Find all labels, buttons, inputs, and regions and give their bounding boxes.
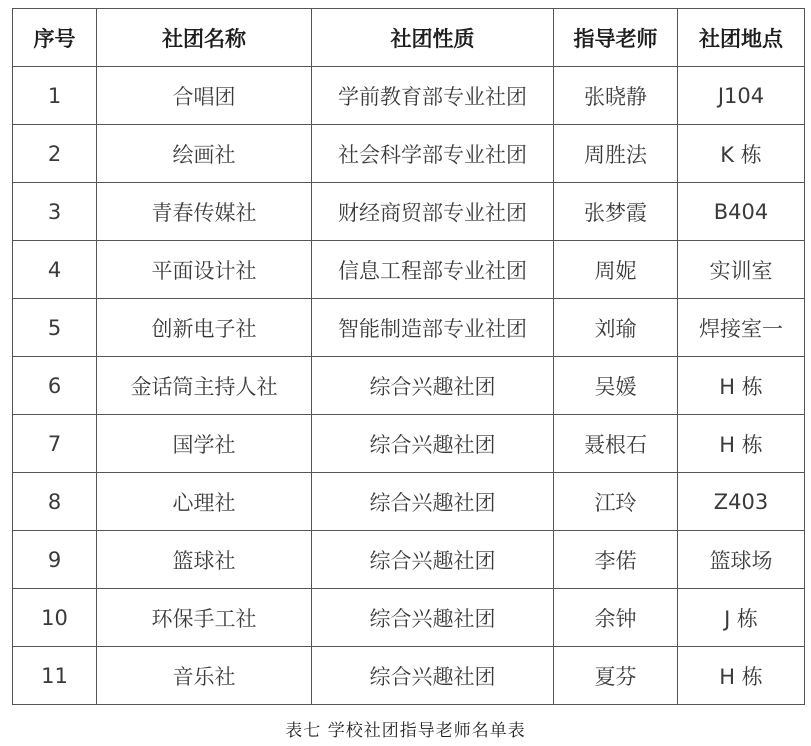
cell-advisor: 江玲 — [554, 473, 678, 531]
cell-index: 8 — [13, 473, 97, 531]
cell-index: 3 — [13, 183, 97, 241]
table-row — [13, 183, 805, 241]
cell-advisor: 吴媛 — [554, 357, 678, 415]
table-row — [13, 299, 805, 357]
cell-club-type: 财经商贸部专业社团 — [312, 183, 554, 241]
cell-index: 7 — [13, 415, 97, 473]
cell-club-type: 信息工程部专业社团 — [312, 241, 554, 299]
table-caption: 表七 学校社团指导老师名单表 — [285, 721, 526, 741]
cell-club-type: 综合兴趣社团 — [312, 647, 554, 705]
cell-advisor: 周胜法 — [554, 125, 678, 183]
cell-index: 1 — [13, 67, 97, 125]
club-advisor-table — [12, 8, 805, 705]
cell-location: H 栋 — [678, 415, 805, 473]
table-row — [13, 415, 805, 473]
cell-advisor: 夏芬 — [554, 647, 678, 705]
cell-club-name: 青春传媒社 — [97, 183, 312, 241]
cell-location: 实训室 — [678, 241, 805, 299]
cell-index: 6 — [13, 357, 97, 415]
table-body — [13, 67, 805, 705]
cell-advisor: 李偌 — [554, 531, 678, 589]
cell-advisor: 张梦霞 — [554, 183, 678, 241]
header-cell-location: 社团地点 — [678, 9, 805, 67]
cell-club-name: 绘画社 — [97, 125, 312, 183]
table-row — [13, 647, 805, 705]
cell-advisor: 周妮 — [554, 241, 678, 299]
table-row — [13, 67, 805, 125]
cell-location: B404 — [678, 183, 805, 241]
table-row — [13, 125, 805, 183]
cell-location: Z403 — [678, 473, 805, 531]
cell-club-name: 音乐社 — [97, 647, 312, 705]
table-row — [13, 531, 805, 589]
cell-index: 5 — [13, 299, 97, 357]
header-cell-club-type: 社团性质 — [312, 9, 554, 67]
table-row — [13, 589, 805, 647]
cell-club-type: 学前教育部专业社团 — [312, 67, 554, 125]
cell-club-type: 综合兴趣社团 — [312, 415, 554, 473]
cell-club-name: 创新电子社 — [97, 299, 312, 357]
cell-location: 篮球场 — [678, 531, 805, 589]
cell-location: 焊接室一 — [678, 299, 805, 357]
cell-advisor: 刘瑜 — [554, 299, 678, 357]
cell-index: 4 — [13, 241, 97, 299]
header-row — [13, 9, 805, 67]
cell-club-name: 国学社 — [97, 415, 312, 473]
cell-club-name: 心理社 — [97, 473, 312, 531]
table-row — [13, 357, 805, 415]
cell-advisor: 余钟 — [554, 589, 678, 647]
table-row — [13, 473, 805, 531]
cell-location: H 栋 — [678, 647, 805, 705]
header-cell-index: 序号 — [13, 9, 97, 67]
cell-club-type: 综合兴趣社团 — [312, 531, 554, 589]
cell-location: J 栋 — [678, 589, 805, 647]
header-cell-club-name: 社团名称 — [97, 9, 312, 67]
cell-club-name: 金话筒主持人社 — [97, 357, 312, 415]
cell-club-type: 综合兴趣社团 — [312, 357, 554, 415]
cell-club-name: 环保手工社 — [97, 589, 312, 647]
cell-location: K 栋 — [678, 125, 805, 183]
cell-index: 11 — [13, 647, 97, 705]
cell-location: H 栋 — [678, 357, 805, 415]
cell-index: 2 — [13, 125, 97, 183]
table-header — [13, 9, 805, 67]
cell-club-type: 综合兴趣社团 — [312, 473, 554, 531]
cell-advisor: 聂根石 — [554, 415, 678, 473]
cell-club-name: 合唱团 — [97, 67, 312, 125]
cell-index: 10 — [13, 589, 97, 647]
cell-club-name: 平面设计社 — [97, 241, 312, 299]
cell-club-type: 综合兴趣社团 — [312, 589, 554, 647]
cell-club-type: 社会科学部专业社团 — [312, 125, 554, 183]
cell-index: 9 — [13, 531, 97, 589]
cell-club-type: 智能制造部专业社团 — [312, 299, 554, 357]
cell-club-name: 篮球社 — [97, 531, 312, 589]
cell-location: J104 — [678, 67, 805, 125]
header-cell-advisor: 指导老师 — [554, 9, 678, 67]
cell-advisor: 张晓静 — [554, 67, 678, 125]
table-row — [13, 241, 805, 299]
